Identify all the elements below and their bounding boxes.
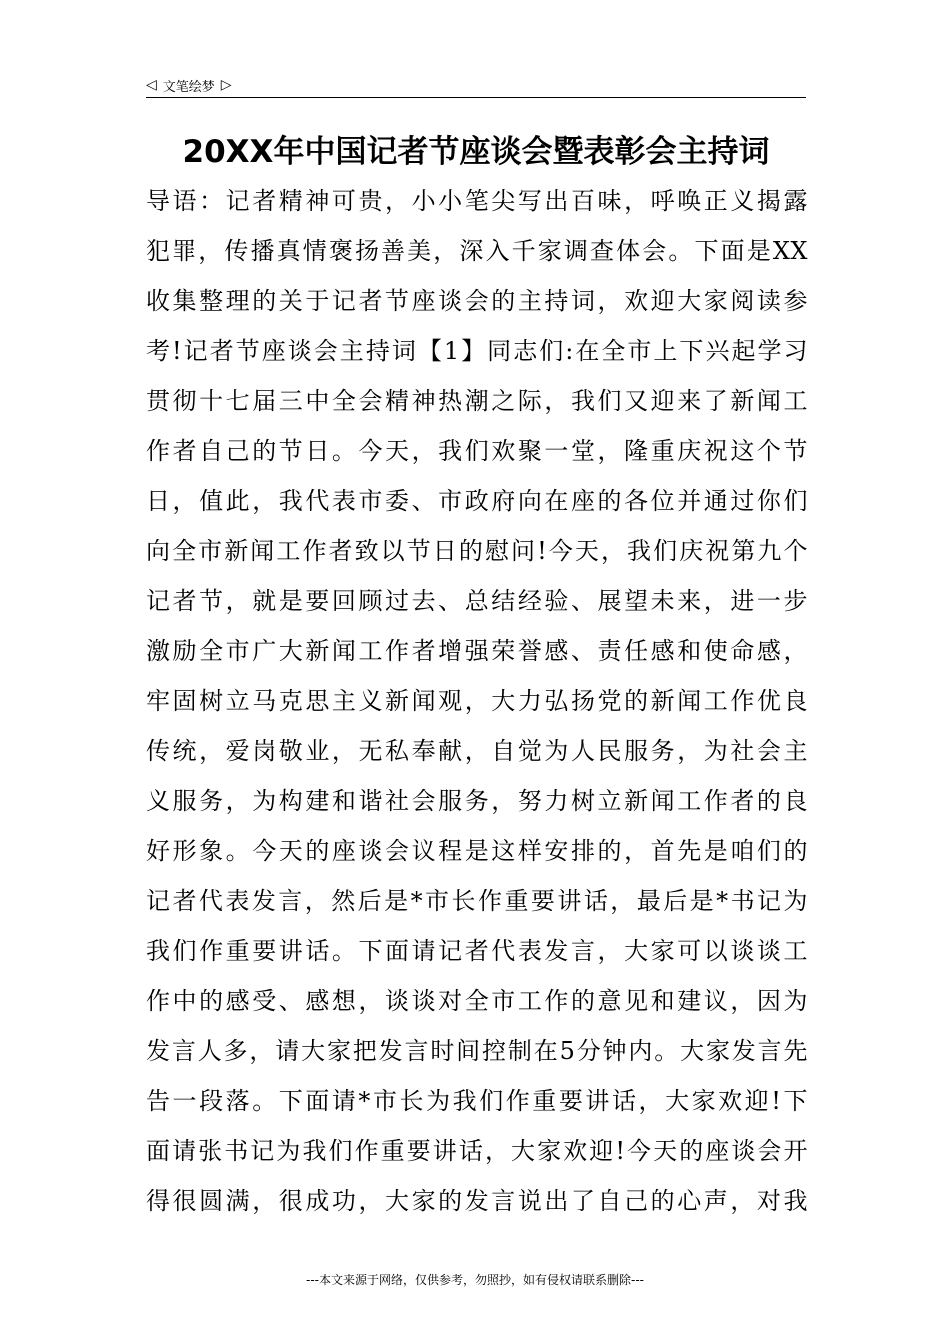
body-line: 义服务，为构建和谐社会服务，努力树立新闻工作者的良 <box>146 787 808 815</box>
body-line: 记者代表发言，然后是*市长作重要讲话，最后是*书记为 <box>146 887 808 915</box>
body-line: 得很圆满，很成功，大家的发言说出了自己的心声，对我 <box>146 1187 808 1215</box>
body-line: 好形象。今天的座谈会议程是这样安排的，首先是咱们的 <box>146 837 808 865</box>
body-line: 导语：记者精神可贵，小小笔尖写出百味，呼唤正义揭露 <box>146 187 808 215</box>
header-divider <box>146 97 806 98</box>
header-brand: 文笔绘梦 <box>162 79 215 95</box>
body-line: 告一段落。下面请*市长为我们作重要讲话，大家欢迎!下 <box>146 1087 808 1115</box>
body-line: 日，值此，我代表市委、市政府向在座的各位并通过你们 <box>146 487 808 515</box>
body-line: 牢固树立马克思主义新闻观，大力弘扬党的新闻工作优良 <box>146 687 808 715</box>
left-triangle-icon: ◁ <box>146 77 157 93</box>
body-line: 贯彻十七届三中全会精神热潮之际，我们又迎来了新闻工 <box>146 387 808 415</box>
body-line: 作者自己的节日。今天，我们欢聚一堂，隆重庆祝这个节 <box>146 437 808 465</box>
page-header <box>146 70 806 100</box>
body-line: 发言人多，请大家把发言时间控制在5分钟内。大家发言先 <box>146 1037 808 1065</box>
body-line: 记者节，就是要回顾过去、总结经验、展望未来，进一步 <box>146 587 808 615</box>
body-line: 考!记者节座谈会主持词【1】同志们:在全市上下兴起学习 <box>146 337 808 365</box>
body-line: 收集整理的关于记者节座谈会的主持词，欢迎大家阅读参 <box>146 287 808 315</box>
body-line: 面请张书记为我们作重要讲话，大家欢迎!今天的座谈会开 <box>146 1137 808 1165</box>
right-triangle-icon: ▷ <box>220 77 232 93</box>
page-footer-disclaimer: ---本文来源于网络，仅供参考，勿照抄，如有侵权请联系删除--- <box>306 1273 644 1287</box>
document-title: 20XX年中国记者节座谈会暨表彰会主持词 <box>182 134 770 170</box>
body-line: 作中的感受、感想，谈谈对全市工作的意见和建议，因为 <box>146 987 808 1015</box>
body-line: 我们作重要讲话。下面请记者代表发言，大家可以谈谈工 <box>146 937 808 965</box>
document-body <box>146 176 808 1226</box>
body-line: 向全市新闻工作者致以节日的慰问!今天，我们庆祝第九个 <box>146 537 808 565</box>
body-line: 激励全市广大新闻工作者增强荣誉感、责任感和使命感， <box>146 637 808 665</box>
body-line: 犯罪，传播真情褒扬善美，深入千家调查体会。下面是XX <box>146 237 808 265</box>
body-line: 传统，爱岗敬业，无私奉献，自觉为人民服务，为社会主 <box>146 737 808 765</box>
